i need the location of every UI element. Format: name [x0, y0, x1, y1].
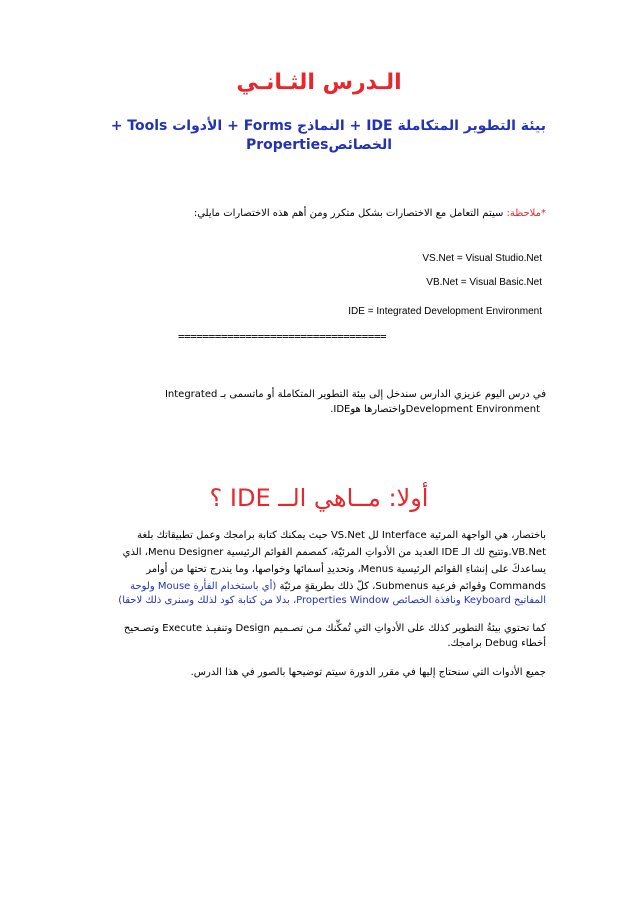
separator-line: ==================================: [178, 330, 387, 343]
note-line: [194, 208, 546, 219]
paragraph-1-line-5: المفاتيح Keyboard ونافذة الخصائص Properties Window، بدلا من كتابة كود لذلك وسنرى ذلك لاحقا): [118, 595, 546, 606]
definition-vsnet: VS.Net = Visual Studio.Net: [422, 253, 542, 264]
heading-line-1: بيئة التطوير المتكاملة IDE + النماذج Forms + الأدوات Tools +: [110, 118, 546, 134]
intro-line-1: في درس اليوم عزيزي الدارس سندخل إلى بيئة التطوير المتكاملة أو ماتسمى بـ Integrated: [164, 389, 546, 400]
heading-line-2: الخصائصProperties: [245, 137, 393, 153]
intro-line-2: Development Environmentواختصارها هوIDE.: [330, 404, 540, 415]
paragraph-2-line-1: كما تحتوي بيئةُ التطوير كذلك على الأدواتِ التي تُمكِّنك مـن تصـميم Design وتنفيـذ Execute وتصـحيح: [123, 623, 546, 634]
definition-ide: IDE = Integrated Development Environment: [348, 306, 542, 317]
lesson-title: الـدرس الثـانـي: [236, 70, 402, 95]
paragraph-1-line-2: VB.Net.وتتيح لك الـ IDE العديد من الأدواتِ المرئيّة، كمصمم القوائم الرئيسية Menu Designer، الذي: [122, 547, 546, 558]
paragraph-1-line-4-highlight: (أي باستخدام الفأرةِ Mouse ولوحة: [130, 581, 277, 592]
section-title: أولا: مــاهي الــ IDE ؟: [209, 484, 429, 512]
definition-vbnet: VB.Net = Visual Basic.Net: [426, 277, 542, 288]
paragraph-3: جميع الأدوات التي سنحتاج إليها في مقرر الدورة سيتم توضيحها بالصور في هذا الدرس.: [190, 667, 546, 678]
note-text: سيتم التعامل مع الاختصارات بشكل متكرر ومن أهم هذه الاختصارات مايلي:: [193, 208, 507, 219]
paragraph-1-line-3: يساعدكَ على إنشاءِ القوائم الرئيسية Menus، وتحديدِ أسمائها وخواصها، وما يندرج تحتها من أوامر: [146, 564, 546, 575]
paragraph-1-line-4: [130, 581, 546, 592]
paragraph-1-line-4-text: Commands وقوائم فرعية Submenus، كلّ ذلك بطريقةٍ مرئيّة: [276, 581, 546, 592]
paragraph-2-line-2: أخطاء Debug برامجك.: [447, 638, 546, 649]
paragraph-1-line-1: باختصار، هي الواجهة المرئية Interface لل VS.Net حيث يمكنك كتابة برامجك وعمل تطبيقاتك بلغة: [137, 530, 546, 541]
note-label: *ملاحظة:: [506, 208, 546, 219]
